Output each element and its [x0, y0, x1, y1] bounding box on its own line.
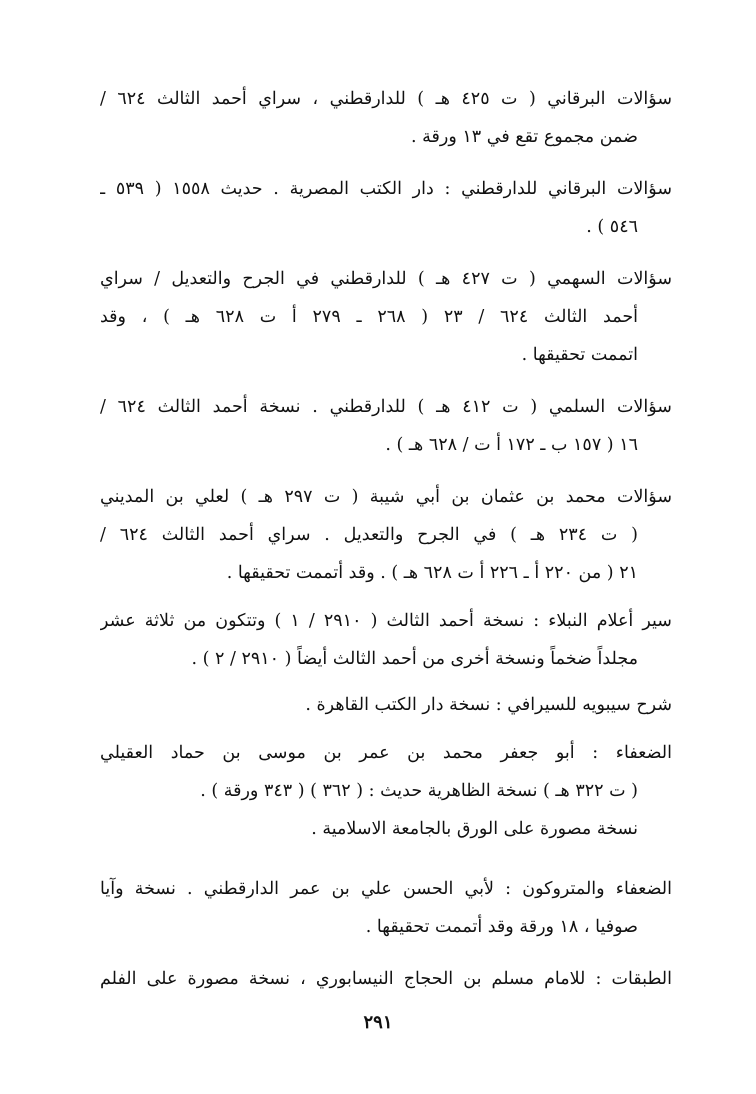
- entry-sualat-ibn-abi-shayba: [100, 478, 672, 592]
- entry-sualat-barqani-1: [100, 80, 672, 156]
- entry-line: سير أعلام النبلاء : نسخة أحمد الثالث ( ٢٩١٠ / ١ ) وتتكون من ثلاثة عشر: [100, 611, 672, 631]
- entry-line: ضمن مجموع تقع في ١٣ ورقة .: [411, 127, 638, 147]
- entry-line: اتممت تحقيقها .: [521, 345, 638, 365]
- entry-line: ( ت ٢٣٤ هـ ) في الجرح والتعديل . سراي أحمد الثالث ٦٢٤ /: [100, 525, 638, 545]
- entry-line: سؤالات البرقاني للدارقطني : دار الكتب المصرية . حديث ١٥٥٨ ( ٥٣٩ ـ: [100, 179, 672, 199]
- entry-line: صوفيا ، ١٨ ورقة وقد أتممت تحقيقها .: [365, 917, 638, 937]
- entry-al-duafa-wal-matrukun: [100, 870, 672, 946]
- entry-line: الطبقات : للامام مسلم بن الحجاج النيسابوري ، نسخة مصورة على الفلم: [100, 969, 672, 989]
- entry-siyar-alam-al-nubala: [100, 602, 672, 678]
- entry-line: شرح سيبويه للسيرافي : نسخة دار الكتب القاهرة .: [305, 695, 672, 715]
- entry-al-tabaqat-muslim: [100, 960, 672, 998]
- entry-sualat-sahmi: [100, 260, 672, 374]
- entry-line: ١٦ ( ١٥٧ ب ـ ١٧٢ أ ت / ٦٢٨ هـ ) .: [385, 435, 638, 455]
- entry-line: سؤالات السلمي ( ت ٤١٢ هـ ) للدارقطني . نسخة أحمد الثالث ٦٢٤ /: [100, 397, 672, 417]
- entry-line: سؤالات محمد بن عثمان بن أبي شيبة ( ت ٢٩٧ هـ ) لعلي بن المديني: [100, 487, 672, 507]
- entry-line: سؤالات السهمي ( ت ٤٢٧ هـ ) للدارقطني في الجرح والتعديل / سراي: [100, 269, 672, 289]
- page-number: ٢٩١: [363, 1012, 393, 1033]
- entry-line: نسخة مصورة على الورق بالجامعة الاسلامية .: [311, 819, 638, 839]
- entry-line: ٥٤٦ ) .: [586, 217, 638, 237]
- entry-line: الضعفاء : أبو جعفر محمد بن عمر بن موسى بن حماد العقيلي: [100, 743, 672, 763]
- entry-line: أحمد الثالث ٦٢٤ / ٢٣ ( ٢٦٨ ـ ٢٧٩ أ ت ٦٢٨ هـ ) ، وقد: [100, 307, 639, 327]
- bibliography-page: [100, 80, 672, 998]
- entry-sualat-barqani-2: [100, 170, 672, 246]
- entry-al-duafa-uqayli: [100, 734, 672, 848]
- entry-line: ( ت ٣٢٢ هـ ) نسخة الظاهرية حديث : ( ٣٦٢ ) ( ٣٤٣ ورقة ) .: [200, 781, 638, 801]
- entry-line: الضعفاء والمتروكون : لأبي الحسن علي بن عمر الدارقطني . نسخة وآيا: [100, 879, 672, 899]
- entry-line: سؤالات البرقاني ( ت ٤٢٥ هـ ) للدارقطني ، سراي أحمد الثالث ٦٢٤ /: [100, 89, 672, 109]
- entry-line: مجلداً ضخماً ونسخة أخرى من أحمد الثالث أيضاً ( ٢٩١٠ / ٢ ) .: [191, 649, 638, 669]
- entry-line: ٢١ ( من ٢٢٠ أ ـ ٢٢٦ أ ت ٦٢٨ هـ ) . وقد أتممت تحقيقها .: [226, 563, 638, 583]
- entry-sualat-sulami: [100, 388, 672, 464]
- entry-sharh-sibawayh: [100, 686, 672, 724]
